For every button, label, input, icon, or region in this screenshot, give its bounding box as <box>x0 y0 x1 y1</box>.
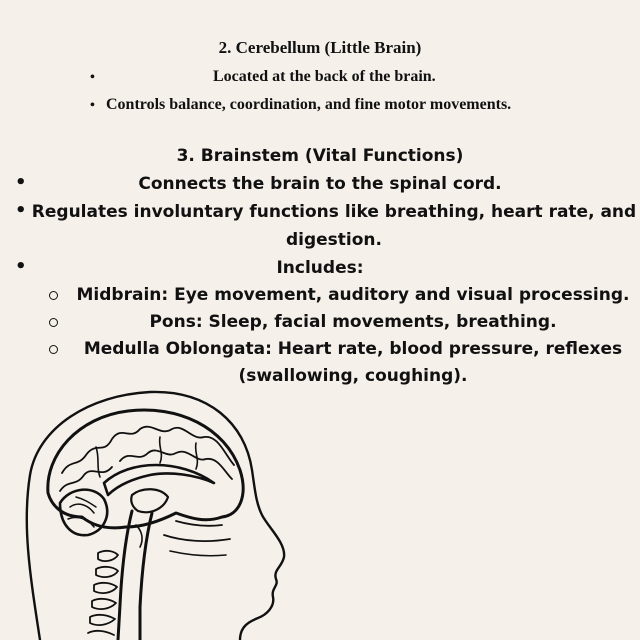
sub-bullet-text: (swallowing, coughing). <box>238 366 468 386</box>
sub-bullet-text: Pons: Sleep, facial movements, breathing. <box>149 312 557 332</box>
sub-bullet-text: Midbrain: Eye movement, auditory and visual processing. <box>76 285 630 305</box>
sub-bullet-text: Medulla Oblongata: Heart rate, blood pressure, reflexes <box>83 339 623 359</box>
bullet-icon: • <box>90 70 95 85</box>
brainstem-heading: 3. Brainstem (Vital Functions) <box>176 146 464 166</box>
bullet-icon: • <box>15 200 27 221</box>
brainstem-bullet-text: digestion. <box>285 230 382 250</box>
brainstem-bullet-text: Connects the brain to the spinal cord. <box>138 174 502 194</box>
circle-bullet-icon <box>49 318 58 327</box>
cerebellum-heading: 2. Cerebellum (Little Brain) <box>218 38 422 57</box>
bullet-icon: • <box>15 256 27 277</box>
head-brain-sagittal-icon <box>0 375 300 640</box>
brainstem-bullet-text: Regulates involuntary functions like breathing, heart rate, and <box>31 202 637 222</box>
brainstem-bullet-text: Includes: <box>276 258 364 278</box>
circle-bullet-icon <box>49 291 58 300</box>
circle-bullet-icon <box>49 345 58 354</box>
cerebellum-bullet-text: Controls balance, coordination, and fine motor movements. <box>106 96 512 113</box>
bullet-icon: • <box>90 98 95 113</box>
bullet-icon: • <box>15 172 27 193</box>
cerebellum-bullet-text: Located at the back of the brain. <box>213 68 436 85</box>
